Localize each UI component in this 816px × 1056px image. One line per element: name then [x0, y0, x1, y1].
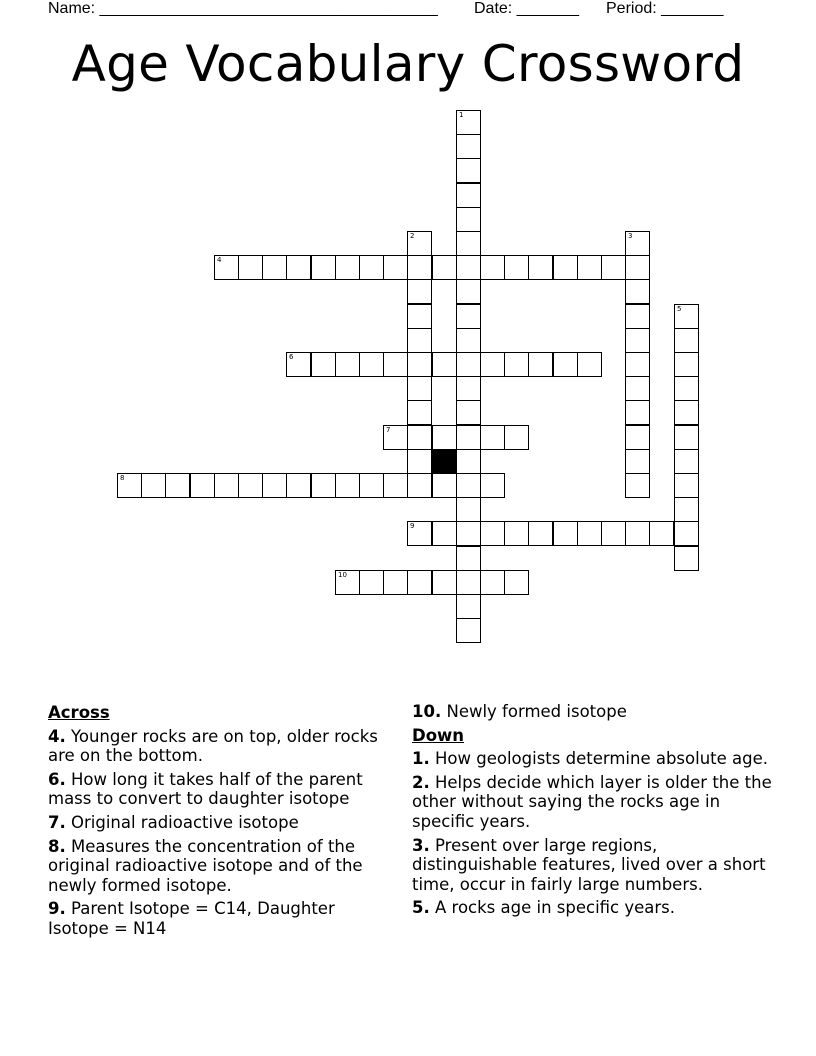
grid-cell[interactable] [674, 425, 699, 450]
grid-cell[interactable] [504, 255, 529, 280]
grid-cell[interactable] [625, 473, 650, 498]
clue-number: 9. [48, 899, 66, 919]
clue-text: A rocks age in specific years. [429, 898, 676, 918]
grid-cell[interactable] [456, 546, 481, 571]
grid-cell[interactable] [190, 473, 215, 498]
clue-text: Parent Isotope = C14, Daughter Isotope = N14 [48, 899, 335, 938]
grid-cell[interactable] [407, 279, 432, 304]
grid-cell[interactable] [407, 570, 432, 595]
grid-cell[interactable] [383, 255, 408, 280]
grid-cell[interactable] [649, 521, 674, 546]
worksheet-header [0, 0, 816, 22]
grid-cell[interactable] [383, 473, 408, 498]
grid-cell[interactable] [407, 352, 432, 377]
grid-cell[interactable] [674, 449, 699, 474]
name-field[interactable]: Name: ______________________________________ [48, 0, 438, 17]
grid-cell[interactable] [359, 255, 384, 280]
grid-cell[interactable] [432, 570, 457, 595]
grid-cell[interactable] [383, 352, 408, 377]
clue-text: How long it takes half of the parent mass to convert to daughter isotope [48, 769, 363, 809]
grid-cell[interactable] [625, 255, 650, 280]
grid-cell[interactable] [238, 255, 263, 280]
grid-cell[interactable] [432, 352, 457, 377]
grid-cell[interactable] [456, 497, 481, 522]
grid-cell[interactable] [117, 473, 142, 498]
grid-cell[interactable] [407, 231, 432, 256]
clue-number-label: 7 [386, 426, 391, 434]
grid-cell[interactable] [432, 521, 457, 546]
clue-text: Newly formed isotope [441, 702, 627, 721]
down-clue-1 [412, 749, 772, 769]
grid-cell[interactable] [504, 352, 529, 377]
grid-cell[interactable] [383, 570, 408, 595]
grid-cell[interactable] [432, 255, 457, 280]
grid-cell[interactable] [625, 425, 650, 450]
grid-cell[interactable] [456, 618, 481, 643]
clue-number-label: 4 [217, 256, 222, 264]
grid-cell[interactable] [311, 255, 336, 280]
across-clue-4 [48, 727, 396, 766]
grid-cell[interactable] [214, 473, 239, 498]
grid-cell[interactable] [456, 570, 481, 595]
clues-column-left [48, 702, 396, 943]
clue-number: 8. [48, 836, 66, 856]
grid-cell[interactable] [480, 521, 505, 546]
grid-cell[interactable] [625, 304, 650, 329]
across-clue-8 [48, 837, 396, 896]
grid-cell[interactable] [456, 231, 481, 256]
grid-cell[interactable] [674, 497, 699, 522]
grid-cell[interactable] [456, 521, 481, 546]
clue-text: Helps decide which layer is older the the other without saying the rocks age in specific years. [412, 772, 772, 831]
grid-cell[interactable] [625, 449, 650, 474]
grid-cell[interactable] [625, 279, 650, 304]
grid-cell[interactable] [311, 352, 336, 377]
clue-number: 1. [412, 749, 430, 769]
grid-cell[interactable] [456, 449, 481, 474]
clue-number-label: 3 [628, 232, 633, 240]
clue-number-label: 10 [338, 571, 347, 579]
grid-cell[interactable] [504, 521, 529, 546]
grid-cell[interactable] [456, 110, 481, 135]
grid-cell[interactable] [286, 352, 311, 377]
grid-cell[interactable] [456, 352, 481, 377]
grid-cell[interactable] [674, 304, 699, 329]
clue-number-label: 5 [677, 305, 682, 313]
grid-cell[interactable] [456, 304, 481, 329]
grid-cell[interactable] [456, 134, 481, 159]
grid-cell[interactable] [528, 352, 553, 377]
grid-cell[interactable] [577, 352, 602, 377]
clue-number-label: 8 [120, 474, 125, 482]
clue-number-label: 6 [289, 353, 294, 361]
grid-cell[interactable] [504, 425, 529, 450]
grid-cell[interactable] [311, 473, 336, 498]
down-clue-3 [412, 836, 772, 895]
grid-cell[interactable] [480, 425, 505, 450]
grid-cell[interactable] [674, 352, 699, 377]
grid-cell[interactable] [674, 400, 699, 425]
period-field[interactable]: Period: _______ [606, 0, 724, 17]
page-title: Age Vocabulary Crossword [71, 35, 745, 93]
grid-cell[interactable] [214, 255, 239, 280]
grid-cell[interactable] [456, 183, 481, 208]
grid-cell[interactable] [480, 570, 505, 595]
grid-cell[interactable] [335, 473, 360, 498]
grid-cell[interactable] [407, 328, 432, 353]
down-clue-2 [412, 773, 772, 832]
grid-cell[interactable] [286, 255, 311, 280]
clue-number: 6. [48, 769, 66, 789]
across-clue-10 [412, 702, 772, 722]
grid-cell[interactable] [553, 521, 578, 546]
grid-cell[interactable] [577, 255, 602, 280]
grid-cell[interactable] [359, 570, 384, 595]
grid-cell[interactable] [674, 546, 699, 571]
grid-cell[interactable] [674, 328, 699, 353]
grid-cell[interactable] [456, 425, 481, 450]
grid-cell[interactable] [625, 231, 650, 256]
grid-cell[interactable] [480, 352, 505, 377]
grid-cell[interactable] [553, 352, 578, 377]
clues-column-right [412, 702, 772, 922]
clue-text: Present over large regions, distinguishable features, lived over a short time, occur in fairly large numbers. [412, 835, 766, 894]
down-heading: Down [412, 725, 465, 745]
clue-text: Younger rocks are on top, older rocks are on the bottom. [48, 726, 378, 766]
clue-number-label: 1 [459, 111, 464, 119]
grid-cell[interactable] [528, 255, 553, 280]
clue-number: 7. [48, 812, 66, 832]
clue-number: 4. [48, 726, 66, 746]
across-heading: Across [48, 703, 110, 722]
across-clue-9 [48, 899, 396, 938]
grid-cell[interactable] [625, 376, 650, 401]
grid-cell[interactable] [456, 594, 481, 619]
black-square [432, 449, 457, 474]
grid-cell[interactable] [262, 473, 287, 498]
grid-cell[interactable] [480, 255, 505, 280]
grid-cell[interactable] [407, 400, 432, 425]
clue-number: 3. [412, 835, 430, 855]
grid-cell[interactable] [432, 425, 457, 450]
grid-cell[interactable] [577, 521, 602, 546]
clue-text: Measures the concentration of the original radioactive isotope and of the newly formed isotope. [48, 836, 363, 895]
grid-cell[interactable] [407, 449, 432, 474]
grid-cell[interactable] [456, 400, 481, 425]
grid-cell[interactable] [601, 255, 626, 280]
grid-cell[interactable] [141, 473, 166, 498]
down-clue-5 [412, 898, 772, 918]
grid-cell[interactable] [625, 352, 650, 377]
grid-cell[interactable] [674, 376, 699, 401]
clue-number-label: 2 [410, 232, 415, 240]
grid-cell[interactable] [674, 521, 699, 546]
grid-cell[interactable] [456, 376, 481, 401]
grid-cell[interactable] [601, 521, 626, 546]
grid-cell[interactable] [456, 158, 481, 183]
grid-cell[interactable] [262, 255, 287, 280]
grid-cell[interactable] [553, 255, 578, 280]
grid-cell[interactable] [674, 473, 699, 498]
across-clue-7 [48, 813, 396, 833]
grid-cell[interactable] [528, 521, 553, 546]
clue-number: 5. [412, 898, 430, 918]
grid-cell[interactable] [359, 352, 384, 377]
grid-cell[interactable] [625, 328, 650, 353]
grid-cell[interactable] [456, 328, 481, 353]
grid-cell[interactable] [480, 473, 505, 498]
grid-cell[interactable] [359, 473, 384, 498]
grid-cell[interactable] [432, 473, 457, 498]
date-field[interactable]: Date: _______ [474, 0, 579, 17]
grid-cell[interactable] [407, 473, 432, 498]
grid-cell[interactable] [165, 473, 190, 498]
clue-number: 2. [412, 772, 430, 792]
grid-cell[interactable] [335, 570, 360, 595]
grid-cell[interactable] [625, 521, 650, 546]
clue-text: Original radioactive isotope [65, 812, 299, 832]
grid-cell[interactable] [407, 521, 432, 546]
grid-cell[interactable] [407, 255, 432, 280]
grid-cell[interactable] [456, 279, 481, 304]
grid-cell[interactable] [407, 425, 432, 450]
grid-cell[interactable] [456, 255, 481, 280]
grid-cell[interactable] [504, 570, 529, 595]
grid-cell[interactable] [456, 207, 481, 232]
grid-cell[interactable] [407, 304, 432, 329]
grid-cell[interactable] [286, 473, 311, 498]
clue-text: How geologists determine absolute age. [429, 749, 769, 769]
grid-cell[interactable] [625, 400, 650, 425]
clue-number: 10. [412, 702, 442, 721]
grid-cell[interactable] [335, 255, 360, 280]
grid-cell[interactable] [407, 376, 432, 401]
grid-cell[interactable] [335, 352, 360, 377]
grid-cell[interactable] [456, 473, 481, 498]
clue-number-label: 9 [410, 522, 415, 530]
across-clue-6 [48, 770, 396, 809]
grid-cell[interactable] [238, 473, 263, 498]
grid-cell[interactable] [383, 425, 408, 450]
